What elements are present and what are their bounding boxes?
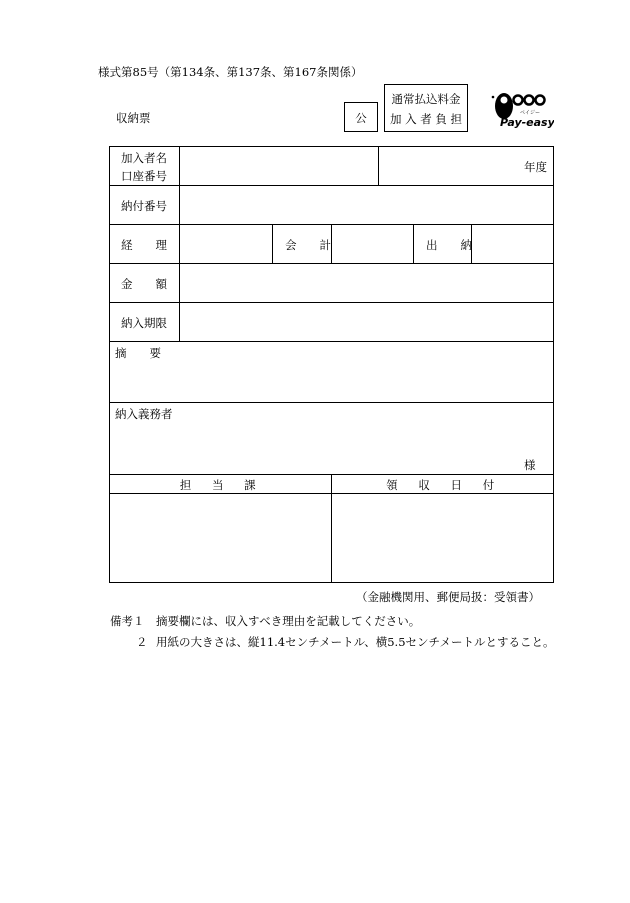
svg-text:ペイジー: ペイジー: [519, 110, 541, 116]
svg-text:Pay-easy: Pay-easy: [500, 116, 554, 129]
payeasy-logo-icon: [490, 86, 554, 130]
payer-label: 納入義務者: [115, 407, 173, 421]
year-label: 年度: [524, 160, 547, 174]
fee-box: [384, 84, 468, 132]
summary-label: 摘 要: [115, 346, 167, 360]
sama-label: 様: [524, 458, 536, 472]
form-title: 収納票: [116, 111, 151, 125]
shutsuno-label: 出 納: [426, 238, 478, 252]
amount-label: 金 額: [121, 277, 173, 291]
remarks-prefix: 備考１: [110, 614, 145, 628]
kou-label: 公: [355, 111, 367, 125]
fee-line1: 通常払込料金: [391, 92, 461, 106]
fee-line2: 加 入 者 負 担: [389, 112, 463, 126]
remark-1: 摘要欄には、収入すべき理由を記載してください。: [156, 614, 421, 628]
receipt-date-label: 領 収 日 付: [386, 478, 499, 492]
dept-label: 担 当 課: [179, 478, 261, 492]
remark-2: 用紙の大きさは、縦11.4センチメートル、横5.5センチメートルとすること。: [156, 635, 555, 649]
kou-box: [344, 102, 378, 132]
deadline-label: 納入期限: [121, 316, 167, 330]
account-label-line2: 口座番号: [121, 169, 167, 183]
remark-2-number: ２: [136, 635, 148, 649]
account-label-line1: 加入者名: [121, 151, 167, 165]
note-right: （金融機関用、郵便局扱：受領書）: [356, 590, 540, 604]
form-number: 様式第85号（第134条、第137条、第167条関係）: [98, 65, 363, 79]
payment-no-label: 納付番号: [121, 199, 167, 213]
keiri-label: 経 理: [121, 238, 173, 252]
payeasy-logo: [490, 86, 554, 130]
kaikei-label: 会 計: [285, 238, 337, 252]
